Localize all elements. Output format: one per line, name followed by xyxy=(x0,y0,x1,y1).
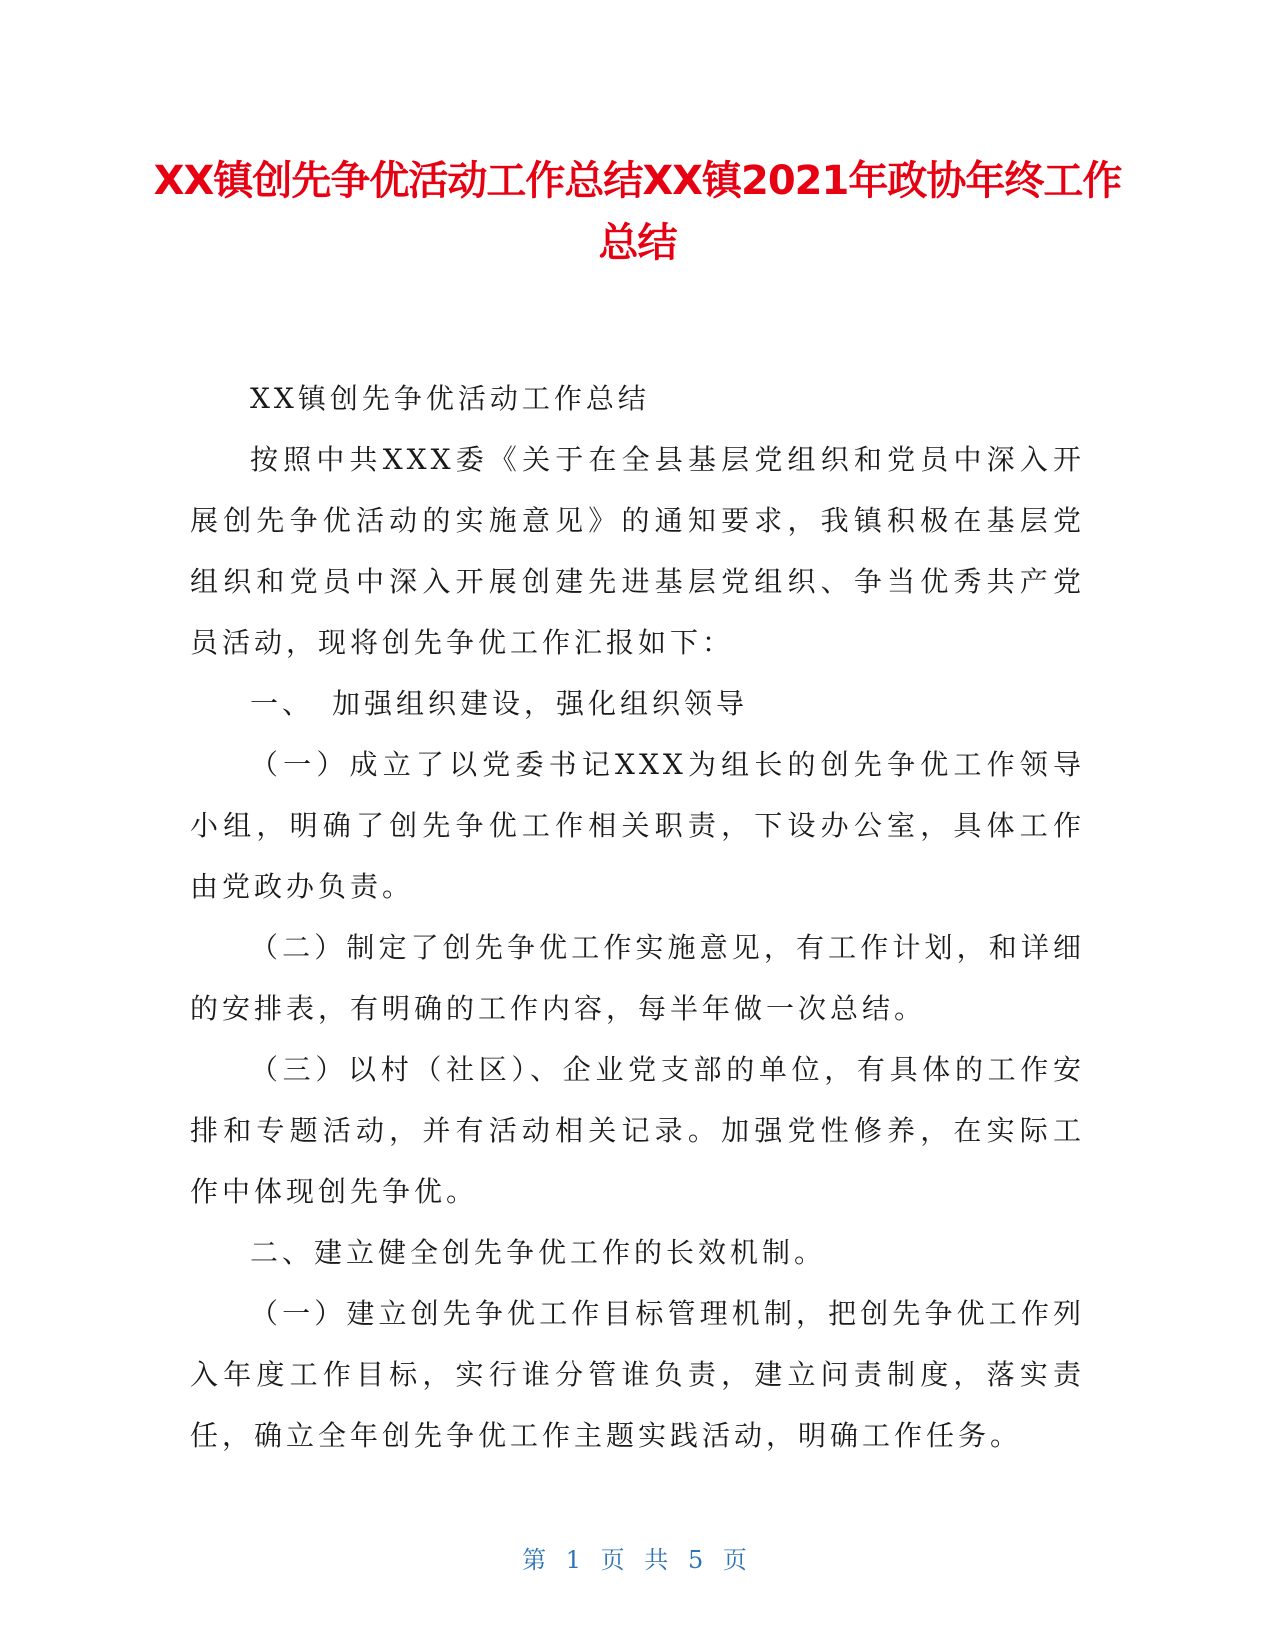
page-footer: 第 1 页 共 5 页 xyxy=(522,1546,753,1574)
section-heading-2: 二、建立健全创先争优工作的长效机制。 xyxy=(250,1236,827,1269)
paragraph-item: （一）建立创先争优工作目标管理机制，把创先争优工作列入年度工作目标，实行谁分管谁负责，建立问责制度，落实责任，确立全年创先争优工作主题实践活动，明确工作任务。 xyxy=(190,1297,1085,1452)
document-body xyxy=(190,368,1085,1466)
paragraph-item: （一）成立了以党委书记XXX为组长的创先争优工作领导小组，明确了创先争优工作相关职责，下设办公室，具体工作由党政办负责。 xyxy=(190,748,1085,903)
paragraph-subtitle: XX镇创先争优活动工作总结 xyxy=(250,382,650,415)
paragraph-item: （二）制定了创先争优工作实施意见，有工作计划，和详细的安排表，有明确的工作内容，每半年做一次总结。 xyxy=(190,931,1085,1025)
paragraph-item: （三）以村（社区）、企业党支部的单位，有具体的工作安排和专题活动，并有活动相关记录。加强党性修养，在实际工作中体现创先争优。 xyxy=(190,1053,1085,1208)
paragraph-intro: 按照中共XXX委《关于在全县基层党组织和党员中深入开展创先争优活动的实施意见》的通知要求，我镇积极在基层党组织和党员中深入开展创建先进基层党组织、争当优秀共产党员活动，现将创先争优工作汇报如下： xyxy=(190,443,1085,659)
section-heading-1: 一、 加强组织建设，强化组织领导 xyxy=(250,687,749,720)
document-title: XX镇创先争优活动工作总结XX镇2021年政协年终工作总结 xyxy=(153,158,1122,266)
